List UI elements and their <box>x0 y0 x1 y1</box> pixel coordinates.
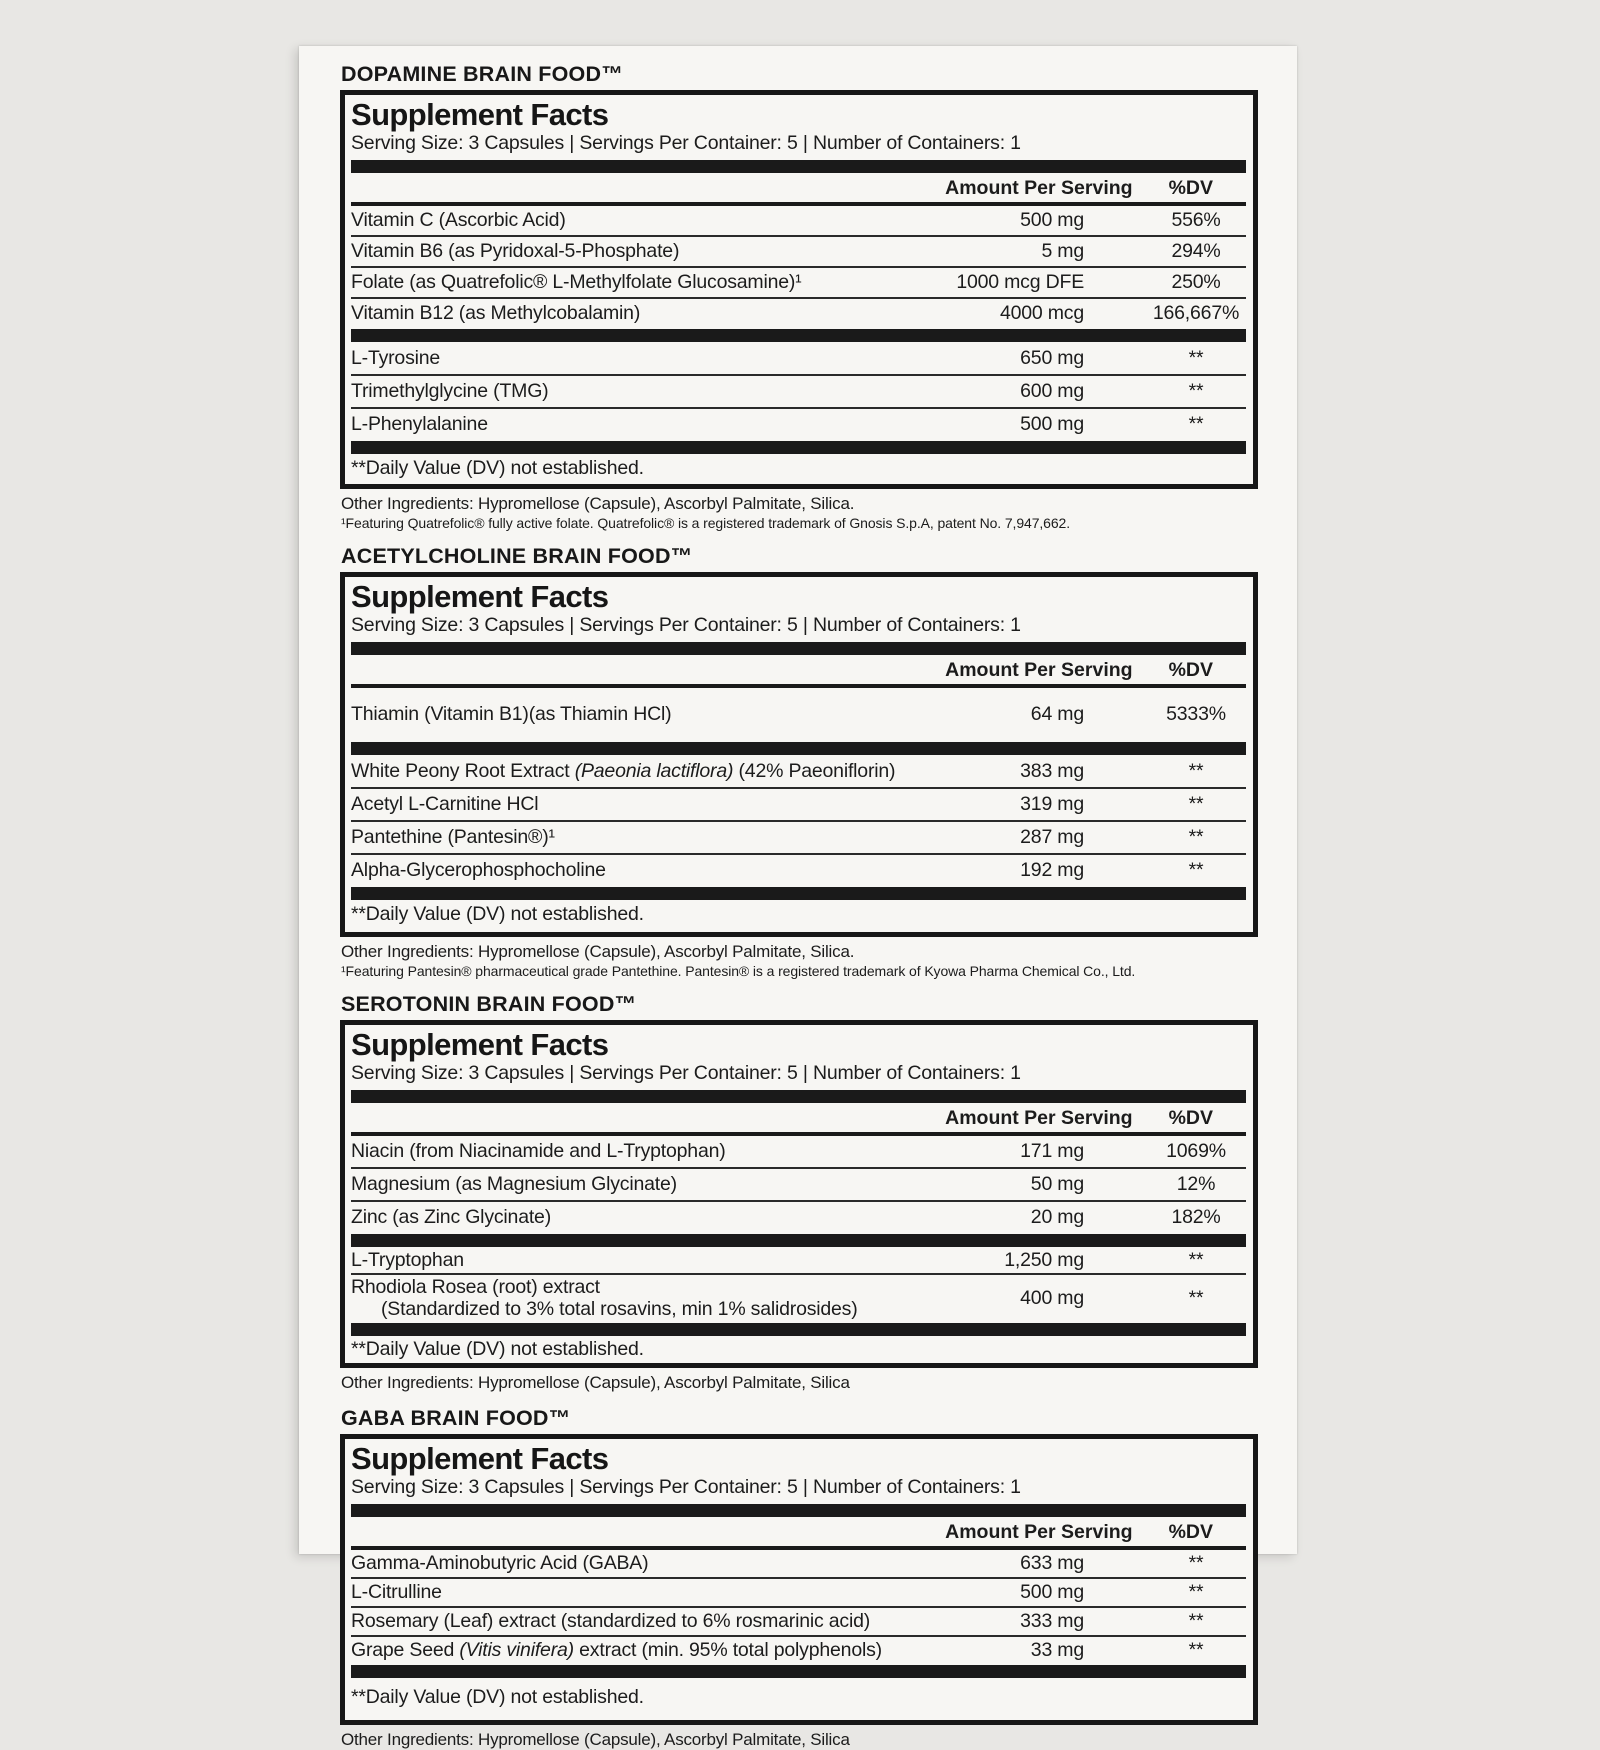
dv-value: 294% <box>1171 240 1221 262</box>
name-segment: Pantethine (Pantesin®)¹ <box>351 826 555 849</box>
section-title: SEROTONIN BRAIN FOOD™ <box>341 992 637 1016</box>
ingredient-name-line <box>351 1206 1025 1228</box>
amount-value: 20 mg <box>1030 1206 1084 1228</box>
ingredient-name-line <box>351 1581 1014 1603</box>
column-headers <box>351 1518 1246 1550</box>
dv-value: ** <box>1188 793 1204 815</box>
dv-header: %DV <box>1168 1520 1213 1543</box>
daily-value-footnote: **Daily Value (DV) not established. <box>351 1685 644 1708</box>
ingredient-name-line2: (Standardized to 3% total rosavins, min 1% salidrosides) <box>381 1298 858 1321</box>
divider-bar-thick <box>351 1234 1246 1247</box>
ingredient-row <box>351 820 1246 853</box>
amount-value: 171 mg <box>1020 1140 1084 1162</box>
ingredient-group <box>351 343 1246 440</box>
section-title: GABA BRAIN FOOD™ <box>341 1405 571 1430</box>
dv-value: ** <box>1188 413 1204 435</box>
ingredient-name-line <box>351 1610 1014 1632</box>
ingredient-name-line <box>351 1552 1014 1574</box>
name-segment: Rosemary (Leaf) extract (standardized to 6% rosmarinic acid) <box>351 1610 871 1633</box>
amount-value: 50 mg <box>1030 1173 1084 1195</box>
divider-bar-thick <box>351 642 1246 655</box>
ingredient-name-line <box>351 760 1014 782</box>
trademark-footnote: ¹Featuring Quatrefolic® fully active folate. Quatrefolic® is a registered trademark of Gnosis S.p.A, patent No. 7,947,662. <box>341 515 1071 531</box>
ingredient-row <box>351 1577 1246 1606</box>
dv-value: ** <box>1188 859 1204 881</box>
ingredient-name-line <box>351 793 1014 815</box>
section-title: DOPAMINE BRAIN FOOD™ <box>341 62 623 86</box>
ingredient-name <box>351 826 1020 848</box>
name-segment: Vitamin B12 (as Methylcobalamin) <box>351 302 641 325</box>
dv-value: ** <box>1188 1638 1204 1661</box>
amount-value: 383 mg <box>1020 760 1084 782</box>
ingredient-row <box>351 235 1246 266</box>
supplement-section-serotonin <box>340 992 1258 1393</box>
amount-value: 1,250 mg <box>1004 1249 1084 1271</box>
ingredient-name <box>351 1173 1031 1195</box>
ingredient-name <box>351 1249 1004 1271</box>
facts-heading: Supplement Facts <box>351 1440 609 1476</box>
ingredient-name-line <box>351 1173 1025 1195</box>
section-title: ACETYLCHOLINE BRAIN FOOD™ <box>341 544 693 568</box>
ingredient-name <box>351 240 1041 262</box>
ingredient-name <box>351 1581 1020 1603</box>
supplement-section-gaba <box>340 1406 1258 1750</box>
divider-bar-thick <box>351 329 1246 342</box>
divider-bar-thick <box>351 160 1246 173</box>
ingredient-name <box>351 1610 1020 1632</box>
ingredient-row <box>351 1550 1246 1577</box>
ingredient-row <box>351 756 1246 787</box>
name-segment: Acetyl L-Carnitine HCl <box>351 793 539 816</box>
dv-value: 166,667% <box>1152 302 1240 324</box>
ingredient-row <box>351 853 1246 886</box>
ingredient-group <box>351 1136 1246 1233</box>
ingredient-name-line <box>351 1140 1014 1162</box>
amount-value: 650 mg <box>1020 347 1084 369</box>
ingredient-name <box>351 760 1020 782</box>
amount-value: 400 mg <box>1020 1286 1084 1309</box>
ingredient-name <box>351 793 1020 815</box>
amount-value: 500 mg <box>1020 209 1084 231</box>
other-ingredients: Other Ingredients: Hypromellose (Capsule), Ascorbyl Palmitate, Silica. <box>341 494 855 513</box>
name-segment: L-Phenylalanine <box>351 413 488 436</box>
divider-bar-thick <box>351 1504 1246 1517</box>
dv-value: ** <box>1188 760 1204 782</box>
column-headers <box>351 1104 1246 1136</box>
dv-value: ** <box>1188 1580 1204 1603</box>
ingredient-row <box>351 343 1246 374</box>
ingredient-name-line <box>351 413 1014 435</box>
ingredient-group <box>351 206 1246 328</box>
dv-value: 1069% <box>1166 1140 1226 1162</box>
label-sheet <box>299 46 1297 1749</box>
amount-value: 33 mg <box>1030 1638 1084 1661</box>
dv-header: %DV <box>1168 659 1213 681</box>
ingredient-name <box>351 271 956 293</box>
other-ingredients: Other Ingredients: Hypromellose (Capsule), Ascorbyl Palmitate, Silica. <box>341 942 855 961</box>
ingredient-name <box>351 1140 1020 1162</box>
ingredient-name <box>351 347 1020 369</box>
serving-info: Serving Size: 3 Capsules | Servings Per Container: 5 | Number of Containers: 1 <box>351 132 1021 154</box>
dv-value: 182% <box>1171 1206 1221 1228</box>
divider-bar-thick <box>351 441 1246 454</box>
daily-value-footnote: **Daily Value (DV) not established. <box>351 457 644 479</box>
amount-per-serving-header: Amount Per Serving <box>945 1107 1133 1129</box>
amount-value: 5 mg <box>1041 240 1084 262</box>
ingredient-row <box>351 688 1246 741</box>
dv-header: %DV <box>1168 1107 1213 1129</box>
name-segment: L-Citrulline <box>351 1581 442 1604</box>
daily-value-footnote: **Daily Value (DV) not established. <box>351 1337 644 1360</box>
amount-per-serving-header: Amount Per Serving <box>945 659 1133 681</box>
ingredient-row <box>351 297 1246 328</box>
divider-bar-thick <box>351 1665 1246 1678</box>
ingredient-group <box>351 756 1246 886</box>
amount-per-serving-header: Amount Per Serving <box>945 1520 1133 1543</box>
ingredient-row <box>351 374 1246 407</box>
name-segment: (Paeonia lactiflora) <box>574 760 734 783</box>
name-segment: Trimethylglycine (TMG) <box>351 380 549 403</box>
name-segment: (42% Paeoniflorin) <box>733 760 896 783</box>
supplement-facts-box <box>340 572 1258 937</box>
supplement-section-acetylcholine <box>340 544 1258 979</box>
amount-value: 1000 mcg DFE <box>956 271 1084 293</box>
other-ingredients: Other Ingredients: Hypromellose (Capsule), Ascorbyl Palmitate, Silica <box>341 1729 850 1749</box>
column-headers <box>351 656 1246 688</box>
ingredient-name <box>351 703 1031 725</box>
ingredient-row <box>351 206 1246 235</box>
amount-value: 500 mg <box>1020 413 1084 435</box>
dv-value: ** <box>1188 1286 1204 1309</box>
name-segment: L-Tyrosine <box>351 347 441 370</box>
dv-value: ** <box>1188 1551 1204 1574</box>
ingredient-name <box>351 1639 1031 1661</box>
ingredient-name-line <box>351 826 1014 848</box>
facts-heading: Supplement Facts <box>351 579 609 614</box>
dv-value: ** <box>1188 826 1204 848</box>
divider-bar-thick <box>351 1323 1246 1336</box>
amount-value: 500 mg <box>1020 1580 1084 1603</box>
name-segment: Thiamin (Vitamin B1)(as Thiamin HCl) <box>351 703 672 726</box>
ingredient-name-line <box>351 209 1014 231</box>
ingredient-name <box>351 859 1020 881</box>
name-segment: extract (min. 95% total polyphenols) <box>573 1639 882 1662</box>
name-segment: Alpha-Glycerophosphocholine <box>351 859 606 882</box>
name-segment: Vitamin B6 (as Pyridoxal-5-Phosphate) <box>351 240 680 263</box>
ingredient-name-line <box>351 1639 1025 1661</box>
supplement-section-dopamine <box>340 62 1258 531</box>
ingredient-row <box>351 1200 1246 1233</box>
dv-value: 12% <box>1176 1173 1216 1195</box>
ingredient-name-line <box>351 1249 998 1271</box>
column-headers <box>351 174 1246 206</box>
facts-heading: Supplement Facts <box>351 97 609 132</box>
ingredient-name <box>351 413 1020 435</box>
supplement-facts-box <box>340 90 1258 489</box>
amount-value: 192 mg <box>1020 859 1084 881</box>
dv-value: 250% <box>1171 271 1221 293</box>
amount-value: 333 mg <box>1020 1609 1084 1632</box>
ingredient-name-line <box>351 859 1014 881</box>
daily-value-footnote: **Daily Value (DV) not established. <box>351 903 644 925</box>
serving-info: Serving Size: 3 Capsules | Servings Per Container: 5 | Number of Containers: 1 <box>351 1475 1021 1498</box>
serving-info: Serving Size: 3 Capsules | Servings Per Container: 5 | Number of Containers: 1 <box>351 614 1021 636</box>
ingredient-name-line <box>351 703 1025 725</box>
name-segment: Zinc (as Zinc Glycinate) <box>351 1206 551 1229</box>
ingredient-row <box>351 1635 1246 1664</box>
serving-info: Serving Size: 3 Capsules | Servings Per Container: 5 | Number of Containers: 1 <box>351 1062 1021 1084</box>
dv-value: ** <box>1188 1249 1204 1271</box>
ingredient-name-line <box>351 302 994 324</box>
dv-value: 5333% <box>1166 703 1226 725</box>
name-segment: Folate (as Quatrefolic® L-Methylfolate Glucosamine)¹ <box>351 271 802 294</box>
dv-value: 556% <box>1171 209 1221 231</box>
dv-value: ** <box>1188 380 1204 402</box>
dv-value: ** <box>1188 1609 1204 1632</box>
name-segment: Niacin (from Niacinamide and L-Tryptophan) <box>351 1140 726 1163</box>
ingredient-row <box>351 1273 1246 1322</box>
supplement-facts-box <box>340 1020 1258 1368</box>
ingredient-row <box>351 1606 1246 1635</box>
name-segment: Gamma-Aminobutyric Acid (GABA) <box>351 1552 649 1575</box>
ingredient-row <box>351 1167 1246 1200</box>
ingredient-group <box>351 688 1246 741</box>
dv-value: ** <box>1188 347 1204 369</box>
name-segment: Vitamin C (Ascorbic Acid) <box>351 209 566 232</box>
ingredient-name-line <box>351 380 1014 402</box>
name-segment: Rhodiola Rosea (root) extract <box>351 1276 600 1298</box>
amount-per-serving-header: Amount Per Serving <box>945 177 1133 199</box>
other-ingredients: Other Ingredients: Hypromellose (Capsule), Ascorbyl Palmitate, Silica <box>341 1372 850 1392</box>
dv-header: %DV <box>1168 177 1213 199</box>
amount-value: 4000 mcg <box>999 302 1084 324</box>
amount-value: 64 mg <box>1030 703 1084 725</box>
ingredient-name <box>351 1276 1020 1321</box>
ingredient-row <box>351 1136 1246 1167</box>
ingredient-name-line <box>351 347 1014 369</box>
ingredient-name <box>351 380 1020 402</box>
name-segment: L-Tryptophan <box>351 1249 464 1272</box>
ingredient-name <box>351 1206 1031 1228</box>
ingredient-name-line <box>351 240 1035 262</box>
amount-value: 600 mg <box>1020 380 1084 402</box>
ingredient-name-line <box>351 271 950 293</box>
ingredient-name <box>351 1552 1020 1574</box>
ingredient-name-line <box>351 1276 1014 1298</box>
divider-bar-thick <box>351 742 1246 755</box>
supplement-facts-box <box>340 1434 1258 1725</box>
ingredient-row <box>351 787 1246 820</box>
divider-bar-thick <box>351 1090 1246 1103</box>
facts-heading: Supplement Facts <box>351 1027 609 1062</box>
ingredient-name <box>351 302 1000 324</box>
label-sheet-content <box>299 46 1297 1750</box>
ingredient-group <box>351 1550 1246 1664</box>
name-segment: Grape Seed <box>351 1639 460 1662</box>
ingredient-group <box>351 1248 1246 1322</box>
ingredient-name <box>351 209 1020 231</box>
name-segment: (Vitis vinifera) <box>459 1639 574 1662</box>
name-segment: Magnesium (as Magnesium Glycinate) <box>351 1173 677 1196</box>
amount-value: 287 mg <box>1020 826 1084 848</box>
divider-bar-thick <box>351 887 1246 900</box>
ingredient-row <box>351 407 1246 440</box>
name-segment: White Peony Root Extract <box>351 760 575 783</box>
amount-value: 319 mg <box>1020 793 1084 815</box>
trademark-footnote: ¹Featuring Pantesin® pharmaceutical grade Pantethine. Pantesin® is a registered trademark of Kyowa Pharma Chemical Co., Ltd. <box>341 963 1136 979</box>
amount-value: 633 mg <box>1020 1551 1084 1574</box>
ingredient-row <box>351 266 1246 297</box>
ingredient-row <box>351 1248 1246 1273</box>
